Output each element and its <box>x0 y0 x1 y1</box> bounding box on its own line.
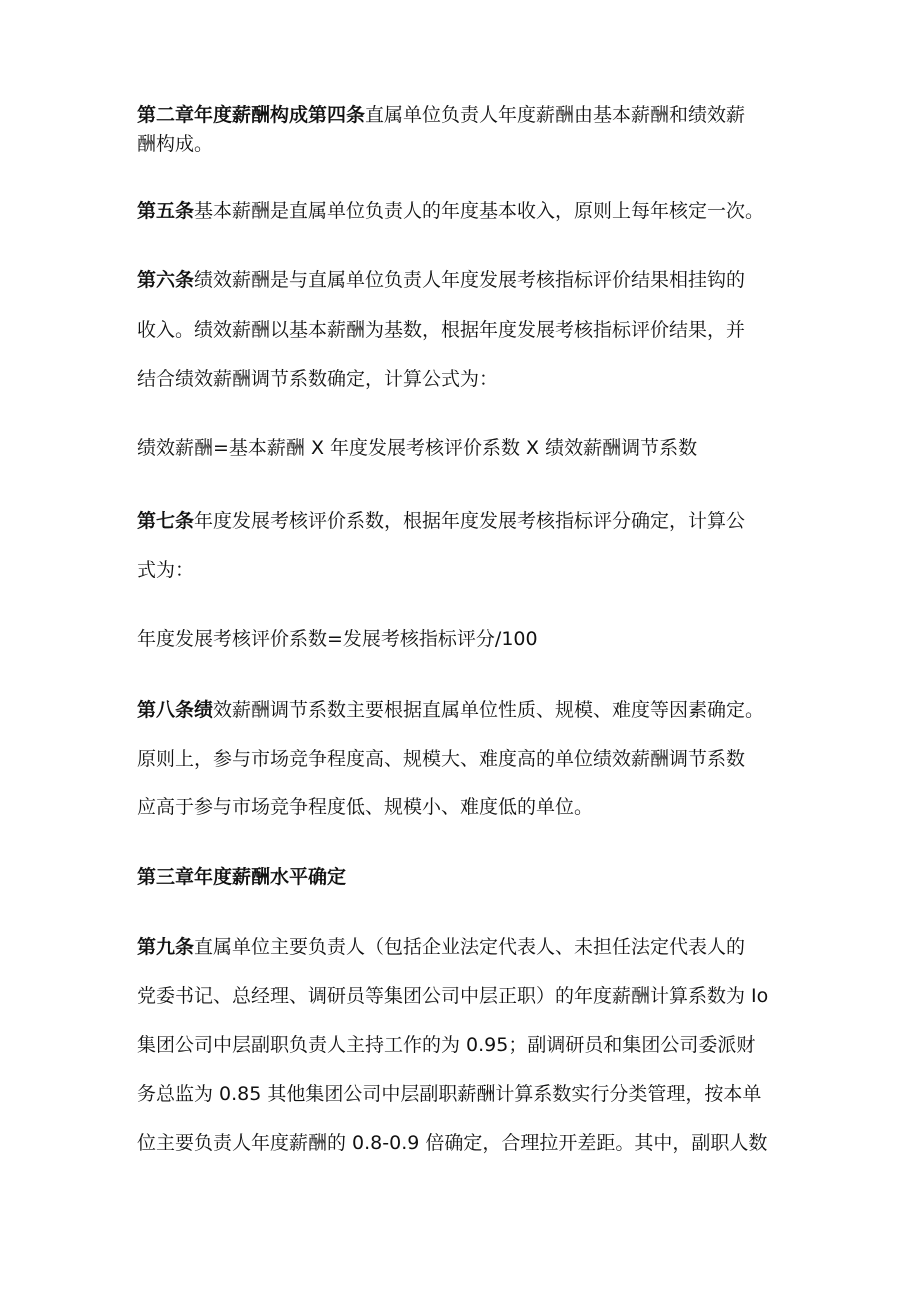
formula-line <box>137 435 697 461</box>
paragraph-text: 党委书记、总经理、调研员等集团公司中层正职）的年度薪酬计算系数为 Io <box>137 985 769 1007</box>
formula-line <box>137 626 538 652</box>
paragraph-text: 年度发展考核评价系数，根据年度发展考核指标评分确定，计算公 <box>194 510 746 532</box>
article-heading: 第五条 <box>137 200 195 222</box>
paragraph-text: 式为： <box>137 559 195 581</box>
paragraph-line <box>137 746 745 772</box>
article-heading: 第七条 <box>137 510 195 532</box>
paragraph-text: 直属单位主要负责人（包括企业法定代表人、未担任法定代表人的 <box>194 936 746 958</box>
paragraph-text: 集团公司中层副职负责人主持工作的为 0.95；副调研员和集团公司委派财 <box>137 1034 756 1056</box>
article-heading: 第二章年度薪酬构成第四条 <box>137 104 366 126</box>
paragraph-line <box>137 131 213 157</box>
paragraph-text: 位主要负责人年度薪酬的 0.8-0.9 倍确定，合理拉开差距。其中，副职人数 <box>137 1132 768 1154</box>
paragraph-text: 应高于参与市场竞争程度低、规模小、难度低的单位。 <box>137 796 594 818</box>
paragraph-line <box>137 1130 767 1156</box>
paragraph-line <box>137 366 498 392</box>
paragraph-text: 结合绩效薪酬调节系数确定，计算公式为： <box>137 368 499 390</box>
paragraph-line <box>137 317 745 343</box>
article-heading: 第六条 <box>137 269 195 291</box>
paragraph-text: 务总监为 0.85 其他集团公司中层副职薪酬计算系数实行分类管理，按本单 <box>137 1083 762 1105</box>
paragraph-line <box>137 267 745 293</box>
article-heading: 第八条绩 <box>137 699 214 721</box>
paragraph-text: 直属单位负责人年度薪酬由基本薪酬和绩效薪 <box>365 104 746 126</box>
paragraph-line <box>137 983 768 1009</box>
paragraph-line <box>137 934 745 960</box>
paragraph-line <box>137 1081 761 1107</box>
paragraph-text: 收入。绩效薪酬以基本薪酬为基数，根据年度发展考核指标评价结果，并 <box>137 319 746 341</box>
paragraph-line <box>137 1032 755 1058</box>
article-heading: 第九条 <box>137 936 195 958</box>
formula-text: 绩效薪酬=基本薪酬 X 年度发展考核评价系数 X 绩效薪酬调节系数 <box>137 437 698 459</box>
paragraph-text: 效薪酬调节系数主要根据直属单位性质、规模、难度等因素确定。 <box>213 699 765 721</box>
paragraph-text: 基本薪酬是直属单位负责人的年度基本收入，原则上每年核定一次。 <box>194 200 765 222</box>
formula-text: 年度发展考核评价系数=发展考核指标评分/100 <box>137 628 538 650</box>
paragraph-line <box>137 557 194 583</box>
paragraph-text: 酬构成。 <box>137 133 214 155</box>
paragraph-text: 绩效薪酬是与直属单位负责人年度发展考核指标评价结果相挂钩的 <box>194 269 746 291</box>
paragraph-line <box>137 198 764 224</box>
paragraph-line <box>137 508 745 534</box>
paragraph-line <box>137 102 745 128</box>
paragraph-text: 原则上，参与市场竞争程度高、规模大、难度高的单位绩效薪酬调节系数 <box>137 748 746 770</box>
chapter-heading: 第三章年度薪酬水平确定 <box>137 866 347 888</box>
paragraph-line <box>137 697 764 723</box>
paragraph-line <box>137 794 593 820</box>
